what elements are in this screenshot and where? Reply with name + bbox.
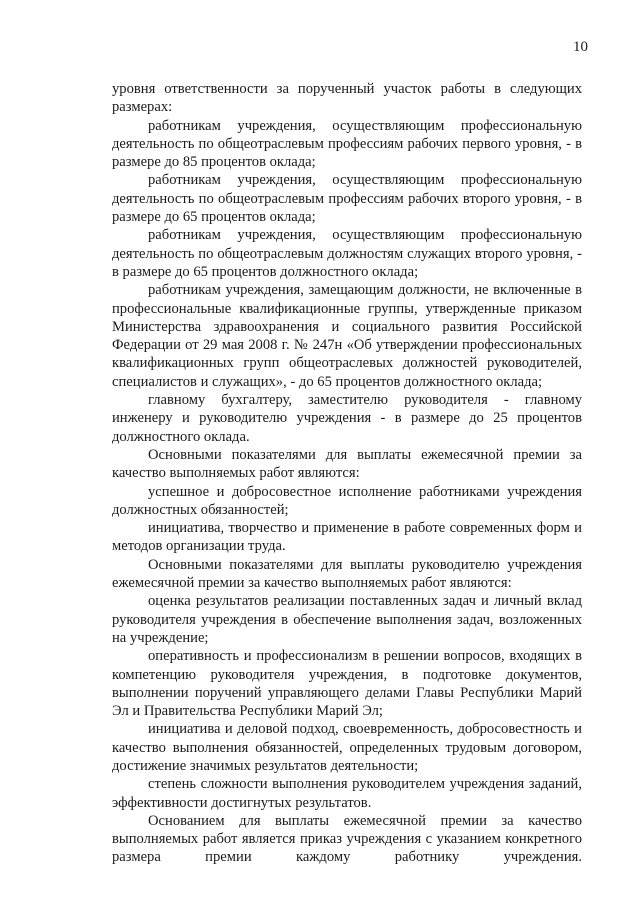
paragraph-head-results: оценка результатов реализации поставленных задач и личный вклад руководителя учреждения в обеспечение выполнения задач, возложенных на учреждение; bbox=[112, 593, 582, 646]
paragraph-main-indicators: Основными показателями для выплаты ежемесячной премии за качество выполняемых работ являются: bbox=[112, 446, 582, 482]
paragraph-head-complexity: степень сложности выполнения руководителем учреждения заданий, эффективности достигнутых результатов. bbox=[112, 776, 582, 811]
paragraph-non-qualified-positions: работникам учреждения, замещающим должности, не включенные в профессиональные квалификационные группы, утвержденные приказом Министерства здравоохранения и социального развития Российской Федерации от 29 мая 2008 г. № 247н «Об утверждении профессиональных квалификационных групп общеотраслевых должностей руководителей, специалистов и служащих», - до 65 процентов должностного оклада; bbox=[112, 282, 582, 390]
paragraph-indicator-diligence: успешное и добросовестное исполнение работниками учреждения должностных обязанностей; bbox=[112, 483, 582, 518]
paragraph-workers-second-level: работникам учреждения, осуществляющим профессиональную деятельность по общеотраслевым профессиям рабочих второго уровня, - в размере до 65 процентов оклада; bbox=[112, 172, 582, 226]
paragraph-workers-first-level: работникам учреждения, осуществляющим профессиональную деятельность по общеотраслевым профессиям рабочих первого уровня, - в размере до 85 процентов оклада; bbox=[112, 117, 582, 171]
document-body bbox=[112, 80, 582, 867]
paragraph-indicator-initiative: инициатива, творчество и применение в работе современных форм и методов организации труда. bbox=[112, 520, 582, 555]
paragraph-employees-second-level: работникам учреждения, осуществляющим профессиональную деятельность по общеотраслевым должностям служащих второго уровня, - в размере до 65 процентов должностного оклада; bbox=[112, 227, 582, 280]
paragraph-chief-accountant: главному бухгалтеру, заместителю руководителя - главному инженеру и руководителю учреждения - в размере до 25 процентов должностного оклада. bbox=[112, 392, 582, 445]
paragraph-head-efficiency: оперативность и профессионализм в решении вопросов, входящих в компетенцию руководителя учреждения, в подготовке документов, выполнении поручений управляющего делами Главы Республики Марий Эл и Правительства Республики Марий Эл; bbox=[112, 648, 582, 720]
paragraph-continuation: уровня ответственности за порученный участок работы в следующих размерах: bbox=[112, 81, 582, 116]
page-number: 10 bbox=[573, 39, 588, 55]
paragraph-premium-basis: Основанием для выплаты ежемесячной премии за качество выполняемых работ является приказ учреждения с указанием конкретного размера премии каждому работнику учреждения. bbox=[112, 812, 582, 866]
paragraph-head-initiative: инициатива и деловой подход, своевременность, добросовестность и качество выполнения обязанностей, определенных трудовым договором, достижение значимых результатов деятельности; bbox=[112, 721, 582, 774]
paragraph-head-indicators: Основными показателями для выплаты руководителю учреждения ежемесячной премии за качество выполняемых работ являются: bbox=[112, 556, 582, 592]
